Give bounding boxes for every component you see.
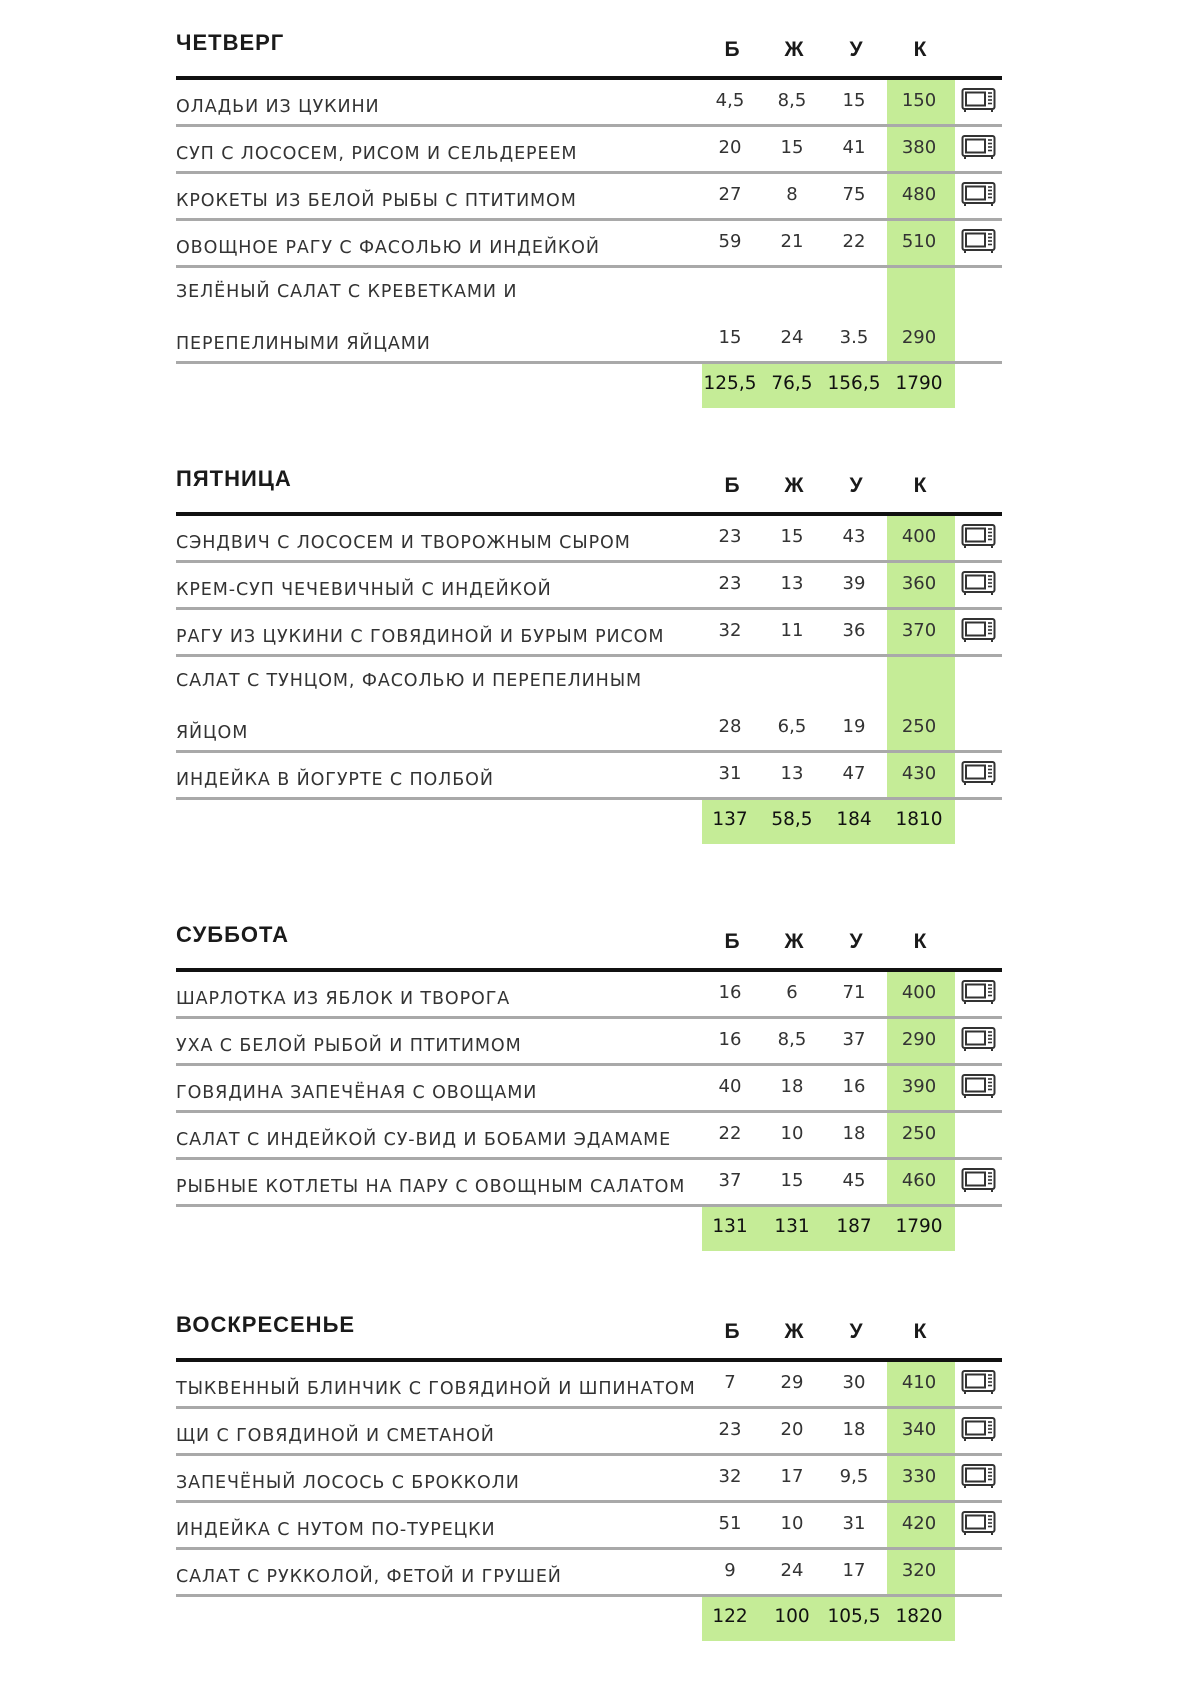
- value-zh: 29: [780, 1372, 804, 1393]
- value-k: 410: [901, 1372, 937, 1393]
- microwave-icon: [961, 1369, 997, 1395]
- value-b: 31: [718, 763, 742, 784]
- value-b: 23: [718, 573, 742, 594]
- microwave-icon: [961, 1463, 997, 1489]
- value-zh: 8,5: [777, 90, 807, 111]
- microwave-icon: [961, 760, 997, 786]
- value-u: 43: [842, 526, 866, 547]
- total-b: 125,5: [703, 373, 757, 394]
- value-b: 32: [718, 620, 742, 641]
- value-u: 36: [842, 620, 866, 641]
- value-b: 51: [718, 1513, 742, 1534]
- value-u: 18: [842, 1419, 866, 1440]
- column-header-u: У: [849, 38, 863, 61]
- value-zh: 24: [780, 327, 804, 348]
- dish-name-line2: ЯЙЦОМ: [176, 723, 249, 743]
- table-row: [176, 1409, 1002, 1456]
- day-title: ВОСКРЕСЕНЬЕ: [176, 1312, 356, 1337]
- dish-name: РЫБНЫЕ КОТЛЕТЫ НА ПАРУ С ОВОЩНЫМ САЛАТОМ: [176, 1177, 686, 1197]
- value-b: 15: [718, 327, 742, 348]
- value-u: 19: [842, 716, 866, 737]
- total-k: 1790: [895, 1216, 943, 1237]
- value-u: 16: [842, 1076, 866, 1097]
- day-title: СУББОТА: [176, 922, 289, 947]
- value-zh: 15: [780, 526, 804, 547]
- dish-name: ГОВЯДИНА ЗАПЕЧЁНАЯ С ОВОЩАМИ: [176, 1083, 538, 1103]
- value-u: 17: [842, 1560, 866, 1581]
- value-k: 480: [901, 184, 937, 205]
- microwave-icon: [961, 87, 997, 113]
- column-header-zh: Ж: [784, 930, 804, 953]
- total-b: 131: [712, 1216, 748, 1237]
- dish-name: КРЕМ-СУП ЧЕЧЕВИЧНЫЙ С ИНДЕЙКОЙ: [176, 580, 552, 600]
- total-u: 105,5: [827, 1606, 881, 1627]
- microwave-icon: [961, 1416, 997, 1442]
- microwave-icon: [961, 617, 997, 643]
- dish-name: УХА С БЕЛОЙ РЫБОЙ И ПТИТИМОМ: [176, 1036, 522, 1056]
- table-row: [176, 1503, 1002, 1550]
- value-k: 460: [901, 1170, 937, 1191]
- value-u: 45: [842, 1170, 866, 1191]
- column-header-k: К: [913, 1320, 927, 1343]
- value-k: 290: [901, 327, 937, 348]
- dish-name: КРОКЕТЫ ИЗ БЕЛОЙ РЫБЫ С ПТИТИМОМ: [176, 191, 577, 211]
- value-u: 22: [842, 231, 866, 252]
- dish-name: САЛАТ С ИНДЕЙКОЙ СУ-ВИД И БОБАМИ ЭДАМАМЕ: [176, 1130, 672, 1150]
- dish-name: ШАРЛОТКА ИЗ ЯБЛОК И ТВОРОГА: [176, 989, 511, 1009]
- column-header-k: К: [913, 930, 927, 953]
- value-u: 75: [842, 184, 866, 205]
- value-b: 16: [718, 982, 742, 1003]
- value-k: 400: [901, 526, 937, 547]
- value-zh: 13: [780, 573, 804, 594]
- value-k: 320: [901, 1560, 937, 1581]
- microwave-icon: [961, 1167, 997, 1193]
- column-header-b: Б: [724, 1320, 740, 1343]
- value-b: 28: [718, 716, 742, 737]
- table-row: [176, 1160, 1002, 1207]
- value-k: 400: [901, 982, 937, 1003]
- dish-name: РАГУ ИЗ ЦУКИНИ С ГОВЯДИНОЙ И БУРЫМ РИСОМ: [176, 627, 665, 647]
- value-zh: 21: [780, 231, 804, 252]
- value-k: 370: [901, 620, 937, 641]
- value-k: 250: [901, 716, 937, 737]
- total-k: 1790: [895, 373, 943, 394]
- table-row: [176, 1362, 1002, 1409]
- column-header-b: Б: [724, 38, 740, 61]
- table-row: [176, 1019, 1002, 1066]
- day-title: ЧЕТВЕРГ: [176, 30, 285, 55]
- total-b: 122: [712, 1606, 748, 1627]
- microwave-icon: [961, 134, 997, 160]
- dish-name: ТЫКВЕННЫЙ БЛИНЧИК С ГОВЯДИНОЙ И ШПИНАТОМ: [176, 1379, 696, 1399]
- microwave-icon: [961, 1510, 997, 1536]
- value-b: 32: [718, 1466, 742, 1487]
- column-header-k: К: [913, 474, 927, 497]
- value-zh: 8,5: [777, 1029, 807, 1050]
- total-b: 137: [712, 809, 748, 830]
- value-zh: 17: [780, 1466, 804, 1487]
- table-row: [176, 1113, 1002, 1160]
- value-zh: 10: [780, 1123, 804, 1144]
- column-header-b: Б: [724, 474, 740, 497]
- value-u: 39: [842, 573, 866, 594]
- table-row: [176, 80, 1002, 127]
- column-header-u: У: [849, 930, 863, 953]
- total-u: 184: [836, 809, 872, 830]
- dish-name: ИНДЕЙКА В ЙОГУРТЕ С ПОЛБОЙ: [176, 770, 494, 790]
- dish-name: САЛАТ С ТУНЦОМ, ФАСОЛЬЮ И ПЕРЕПЕЛИНЫМ: [176, 671, 643, 691]
- value-b: 40: [718, 1076, 742, 1097]
- dish-name: ЗЕЛЁНЫЙ САЛАТ С КРЕВЕТКАМИ И: [176, 282, 518, 302]
- microwave-icon: [961, 979, 997, 1005]
- table-row: [176, 972, 1002, 1019]
- value-k: 380: [901, 137, 937, 158]
- table-row: [176, 1550, 1002, 1597]
- value-zh: 6,5: [777, 716, 807, 737]
- value-u: 41: [842, 137, 866, 158]
- total-u: 156,5: [827, 373, 881, 394]
- dish-name: ОЛАДЬИ ИЗ ЦУКИНИ: [176, 97, 380, 117]
- value-k: 150: [901, 90, 937, 111]
- value-u: 47: [842, 763, 866, 784]
- value-u: 31: [842, 1513, 866, 1534]
- value-b: 22: [718, 1123, 742, 1144]
- value-k: 390: [901, 1076, 937, 1097]
- value-k: 420: [901, 1513, 937, 1534]
- value-b: 23: [718, 1419, 742, 1440]
- value-u: 15: [842, 90, 866, 111]
- dish-name: САЛАТ С РУККОЛОЙ, ФЕТОЙ И ГРУШЕЙ: [176, 1567, 562, 1587]
- value-zh: 8: [786, 184, 798, 205]
- column-header-u: У: [849, 474, 863, 497]
- dish-name: СУП С ЛОСОСЕМ, РИСОМ И СЕЛЬДЕРЕЕМ: [176, 144, 578, 164]
- microwave-icon: [961, 523, 997, 549]
- dish-name: ЗАПЕЧЁНЫЙ ЛОСОСЬ С БРОККОЛИ: [176, 1473, 520, 1493]
- day-title: ПЯТНИЦА: [176, 466, 292, 491]
- column-header-zh: Ж: [784, 1320, 804, 1343]
- value-zh: 6: [786, 982, 798, 1003]
- value-u: 9,5: [839, 1466, 869, 1487]
- table-row: [176, 1456, 1002, 1503]
- value-zh: 18: [780, 1076, 804, 1097]
- total-u: 187: [836, 1216, 872, 1237]
- value-k: 290: [901, 1029, 937, 1050]
- value-b: 4,5: [715, 90, 745, 111]
- value-zh: 10: [780, 1513, 804, 1534]
- value-zh: 20: [780, 1419, 804, 1440]
- column-header-zh: Ж: [784, 474, 804, 497]
- value-zh: 24: [780, 1560, 804, 1581]
- table-row: [176, 610, 1002, 657]
- dish-name: ОВОЩНОЕ РАГУ С ФАСОЛЬЮ И ИНДЕЙКОЙ: [176, 238, 600, 258]
- microwave-icon: [961, 1026, 997, 1052]
- dish-name-line2: ПЕРЕПЕЛИНЫМИ ЯЙЦАМИ: [176, 334, 431, 354]
- microwave-icon: [961, 181, 997, 207]
- value-k: 360: [901, 573, 937, 594]
- column-header-u: У: [849, 1320, 863, 1343]
- dish-name: ИНДЕЙКА С НУТОМ ПО-ТУРЕЦКИ: [176, 1520, 496, 1540]
- dish-name: СЭНДВИЧ С ЛОСОСЕМ И ТВОРОЖНЫМ СЫРОМ: [176, 533, 631, 553]
- table-row: [176, 563, 1002, 610]
- value-b: 23: [718, 526, 742, 547]
- table-row: [176, 753, 1002, 800]
- value-b: 20: [718, 137, 742, 158]
- value-zh: 15: [780, 1170, 804, 1191]
- total-k: 1810: [895, 809, 943, 830]
- table-row: [176, 174, 1002, 221]
- value-zh: 13: [780, 763, 804, 784]
- column-header-zh: Ж: [784, 38, 804, 61]
- value-b: 7: [724, 1372, 736, 1393]
- value-b: 59: [718, 231, 742, 252]
- value-b: 9: [724, 1560, 736, 1581]
- value-b: 37: [718, 1170, 742, 1191]
- value-b: 16: [718, 1029, 742, 1050]
- value-u: 71: [842, 982, 866, 1003]
- table-row: [176, 657, 1002, 753]
- value-k: 510: [901, 231, 937, 252]
- value-k: 250: [901, 1123, 937, 1144]
- microwave-icon: [961, 570, 997, 596]
- total-zh: 100: [774, 1606, 810, 1627]
- table-row: [176, 516, 1002, 563]
- dish-name: ЩИ С ГОВЯДИНОЙ И СМЕТАНОЙ: [176, 1426, 495, 1446]
- table-row: [176, 221, 1002, 268]
- microwave-icon: [961, 228, 997, 254]
- total-zh: 76,5: [771, 373, 813, 394]
- table-row: [176, 127, 1002, 174]
- value-b: 27: [718, 184, 742, 205]
- value-u: 18: [842, 1123, 866, 1144]
- value-k: 340: [901, 1419, 937, 1440]
- value-k: 430: [901, 763, 937, 784]
- value-u: 37: [842, 1029, 866, 1050]
- value-zh: 11: [780, 620, 804, 641]
- value-k: 330: [901, 1466, 937, 1487]
- value-zh: 15: [780, 137, 804, 158]
- value-u: 30: [842, 1372, 866, 1393]
- column-header-b: Б: [724, 930, 740, 953]
- table-row: [176, 268, 1002, 364]
- column-header-k: К: [913, 38, 927, 61]
- total-k: 1820: [895, 1606, 943, 1627]
- table-row: [176, 1066, 1002, 1113]
- total-zh: 131: [774, 1216, 810, 1237]
- total-zh: 58,5: [771, 809, 813, 830]
- microwave-icon: [961, 1073, 997, 1099]
- value-u: 3.5: [839, 327, 869, 348]
